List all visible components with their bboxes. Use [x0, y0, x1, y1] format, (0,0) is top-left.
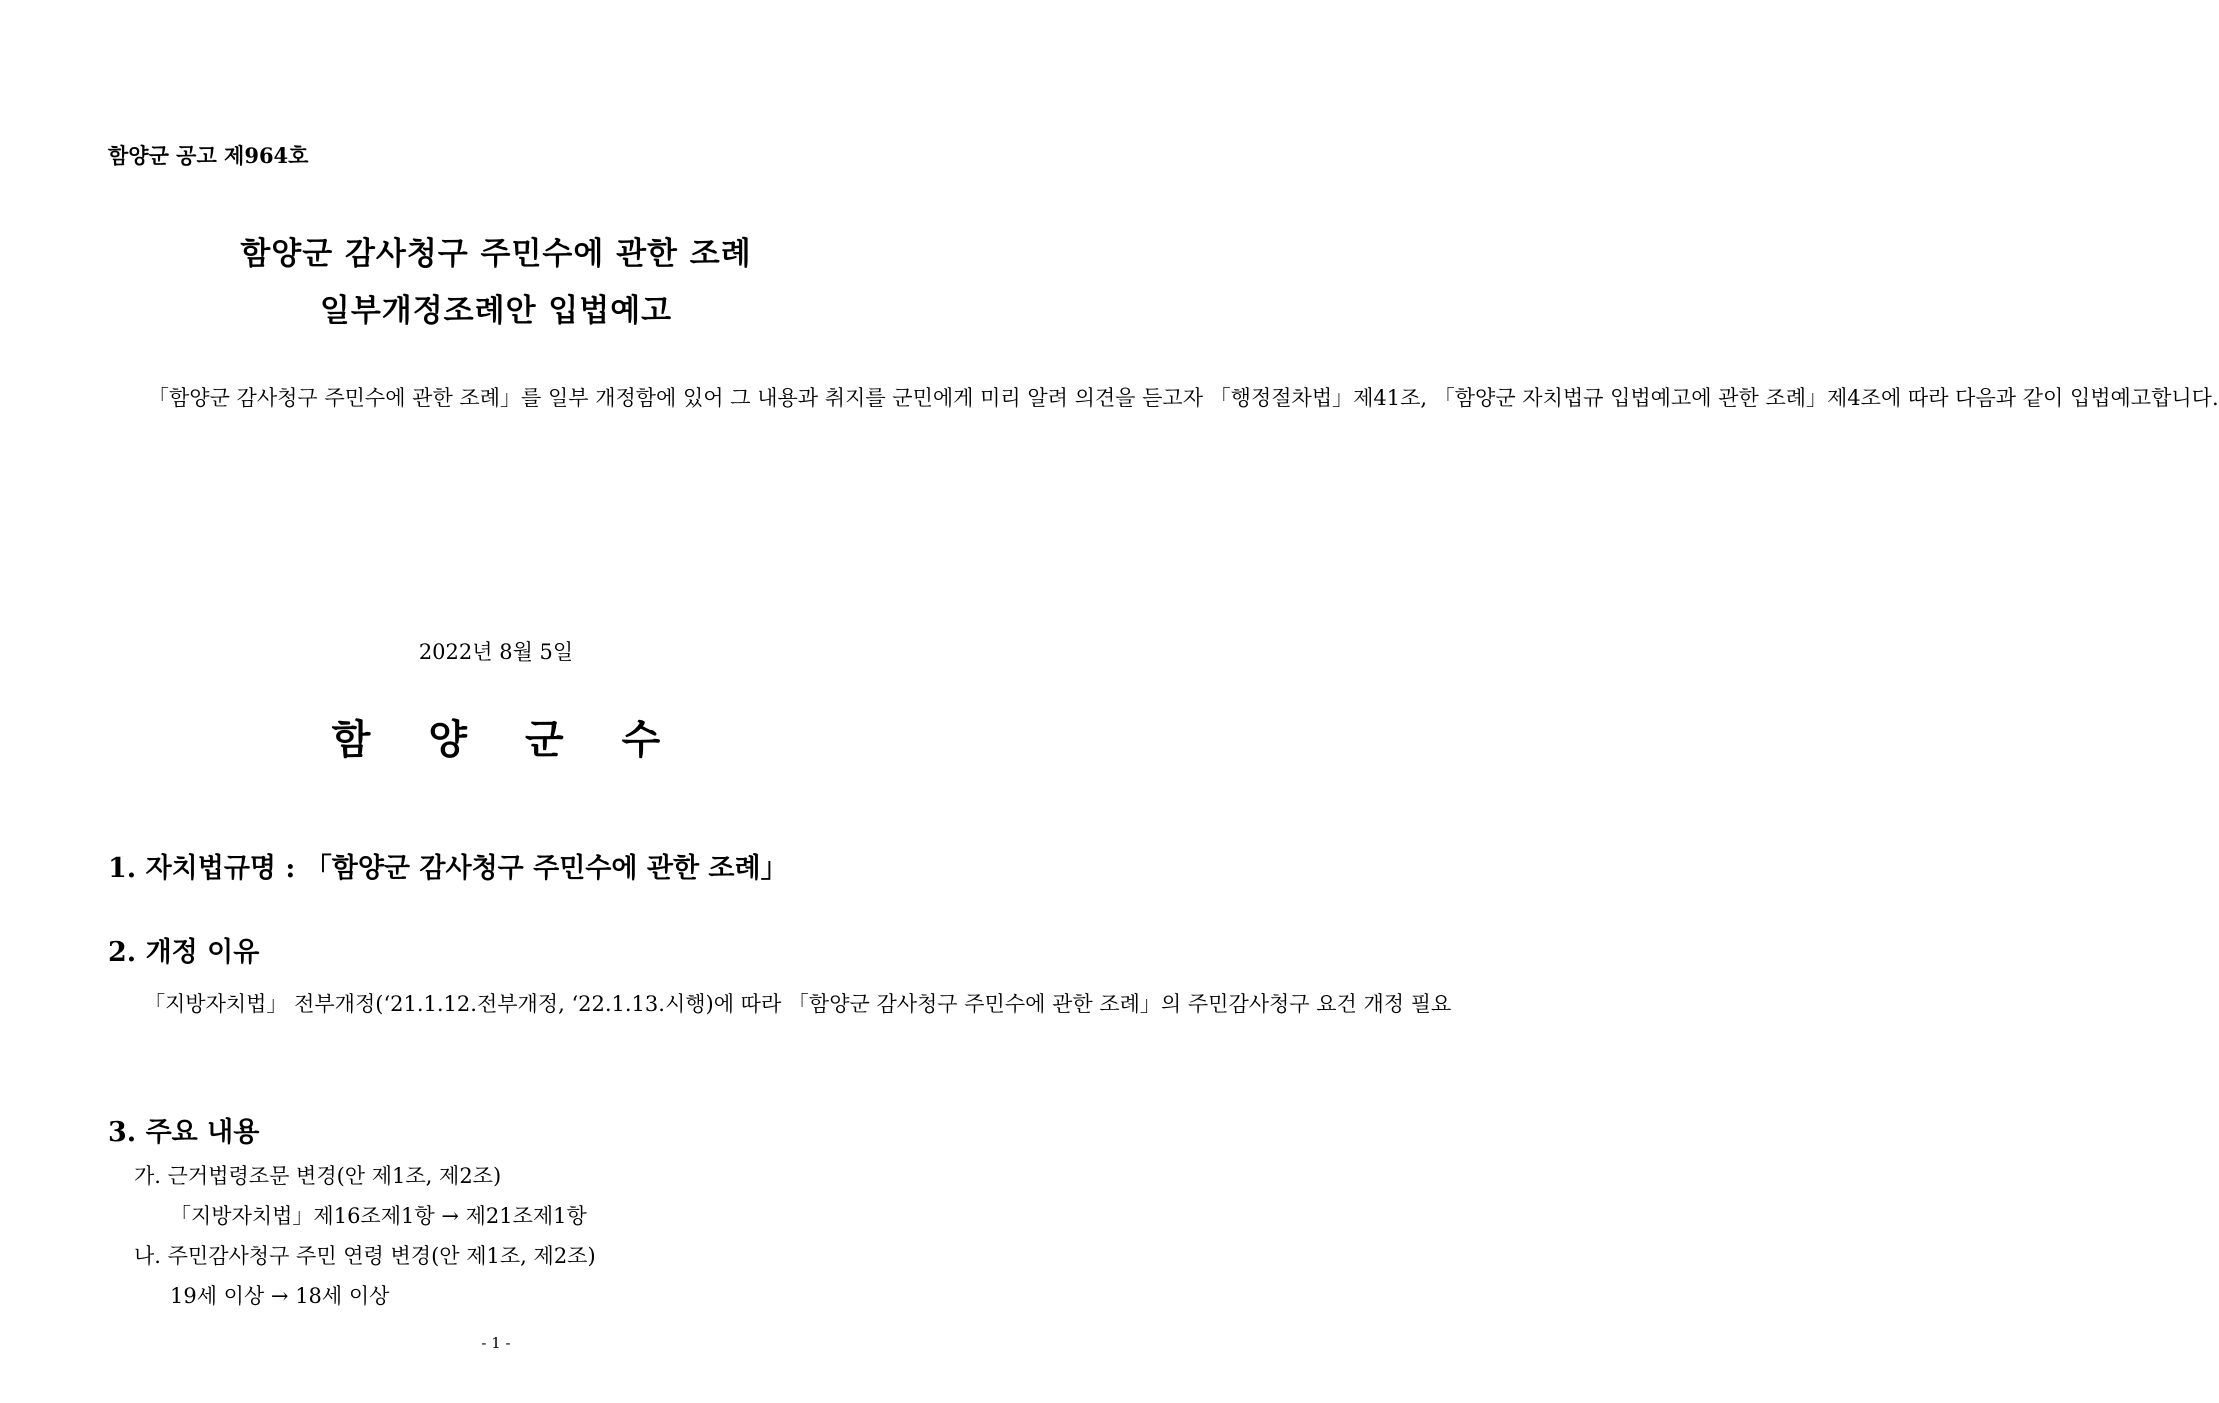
- item-1-detail: 「지방자치법」제16조제1항 → 제21조제1항: [170, 1204, 587, 1228]
- section-2-title: 2. 개정 이유: [108, 937, 260, 968]
- section-1-regulation-name: 1. 자치법규명 : 「함양군 감사청구 주민수에 관한 조례」: [108, 853, 788, 884]
- notice-number: 함양군 공고 제964호: [108, 143, 309, 168]
- title-line-2: 일부개정조례안 입법예고: [319, 293, 673, 329]
- issuer-name: 함양군수: [331, 716, 719, 763]
- section-2-text: 「지방자치법」 전부개정(‘21.1.12.전부개정, ‘22.1.13.시행)에 따라 「함양군 감사청구 주민수에 관한 조례」의 주민감사청구 요건 개정 필요: [144, 992, 1452, 1016]
- item-1-label: 가. 근거법령조문 변경(안 제1조, 제2조): [134, 1164, 502, 1188]
- notice-date: 2022년 8월 5일: [418, 640, 574, 664]
- intro-text: 「함양군 감사청구 주민수에 관한 조례」를 일부 개정함에 있어 그 내용과 취지를 군민에게 미리 알려 의견을 듣고자 「행정절차법」제41조, 「함양군 자치법규 입법예고에 관한 조례」제4조에 따라 다음과 같이 입법예고합니다.: [148, 386, 2219, 410]
- intro-paragraph: [108, 378, 2219, 418]
- title-line-1: 함양군 감사청구 주민수에 관한 조례: [240, 236, 752, 272]
- section-2-body: [108, 984, 1452, 1024]
- item-2-detail: 19세 이상 → 18세 이상: [170, 1284, 390, 1308]
- item-2-label: 나. 주민감사청구 주민 연령 변경(안 제1조, 제2조): [134, 1244, 596, 1268]
- page-number: - 1 -: [481, 1334, 511, 1352]
- section-3-title: 3. 주요 내용: [108, 1117, 260, 1148]
